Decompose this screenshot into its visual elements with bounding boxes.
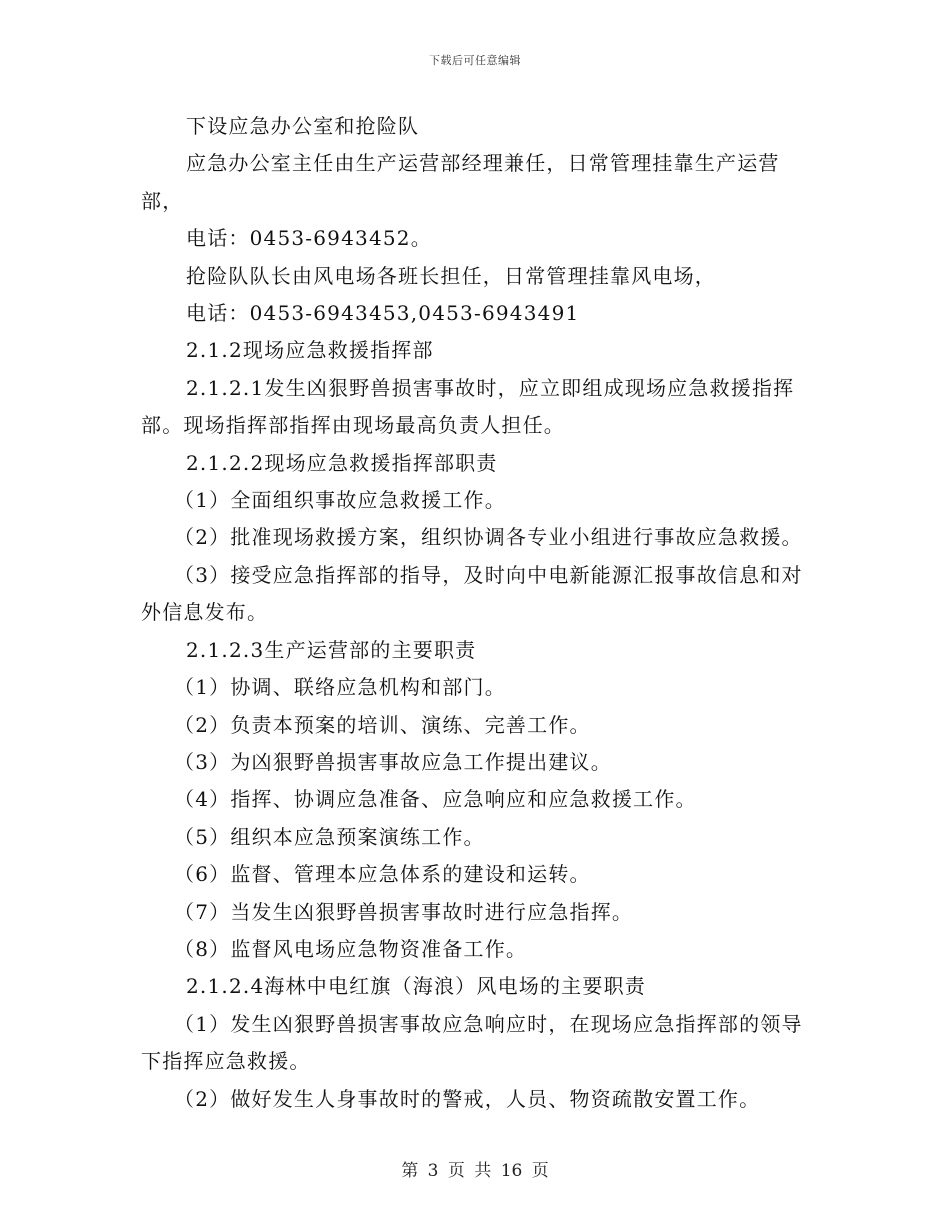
document-body (141, 108, 821, 1118)
page-number-footer: 第 3 页 共 16 页 (401, 1161, 549, 1181)
list-item: （2）负责本预案的培训、演练、完善工作。 (174, 712, 591, 737)
list-item: （1）协调、联络应急机构和部门。 (174, 675, 506, 700)
list-item: （5）组织本应急预案演练工作。 (174, 824, 485, 849)
page-header: 下载后可任意编辑 (429, 54, 521, 67)
paragraph: 应急办公室主任由生产运营部经理兼任，日常管理挂靠生产运营部， (141, 151, 780, 213)
list-item: （3）为凶狠野兽损害事故应急工作提出建议。 (174, 749, 612, 774)
paragraph: 电话：0453-6943452。 (186, 226, 432, 251)
paragraph: 电话：0453-6943453,0453-6943491 (186, 301, 580, 326)
list-item: （2）批准现场救援方案，组织协调各专业小组进行事故应急救援。 (174, 525, 803, 550)
list-item: （8）监督风电场应急物资准备工作。 (174, 936, 528, 961)
list-item: （6）监督、管理本应急体系的建设和运转。 (174, 862, 591, 887)
list-item: （2）做好发生人身事故时的警戒，人员、物资疏散安置工作。 (174, 1086, 761, 1111)
list-item: （4）指挥、协调应急准备、应急响应和应急救援工作。 (174, 787, 697, 812)
paragraph: 下设应急办公室和抢险队 (186, 114, 420, 138)
section-heading: 2.1.2.2现场应急救援指挥部职责 (186, 450, 498, 475)
list-item: （3）接受应急指挥部的指导，及时向中电新能源汇报事故信息和对外信息发布。 (141, 562, 803, 625)
paragraph: 抢险队队长由风电场各班长担任，日常管理挂靠风电场， (186, 263, 716, 288)
section-heading: 2.1.2现场应急救援指挥部 (186, 338, 434, 363)
section-heading: 2.1.2.4海林中电红旗（海浪）风电场的主要职责 (186, 974, 646, 999)
list-item: （1）全面组织事故应急救援工作。 (174, 488, 506, 513)
list-item: （1）发生凶狠野兽损害事故应急响应时，在现场应急指挥部的领导下指挥应急救援。 (141, 1011, 803, 1074)
list-item: （7）当发生凶狠野兽损害事故时进行应急指挥。 (174, 899, 634, 924)
section-heading: 2.1.2.3生产运营部的主要职责 (186, 637, 477, 662)
paragraph: 2.1.2.1发生凶狠野兽损害事故时，应立即组成现场应急救援指挥部。现场指挥部指挥由现场最高负责人担任。 (141, 375, 795, 438)
